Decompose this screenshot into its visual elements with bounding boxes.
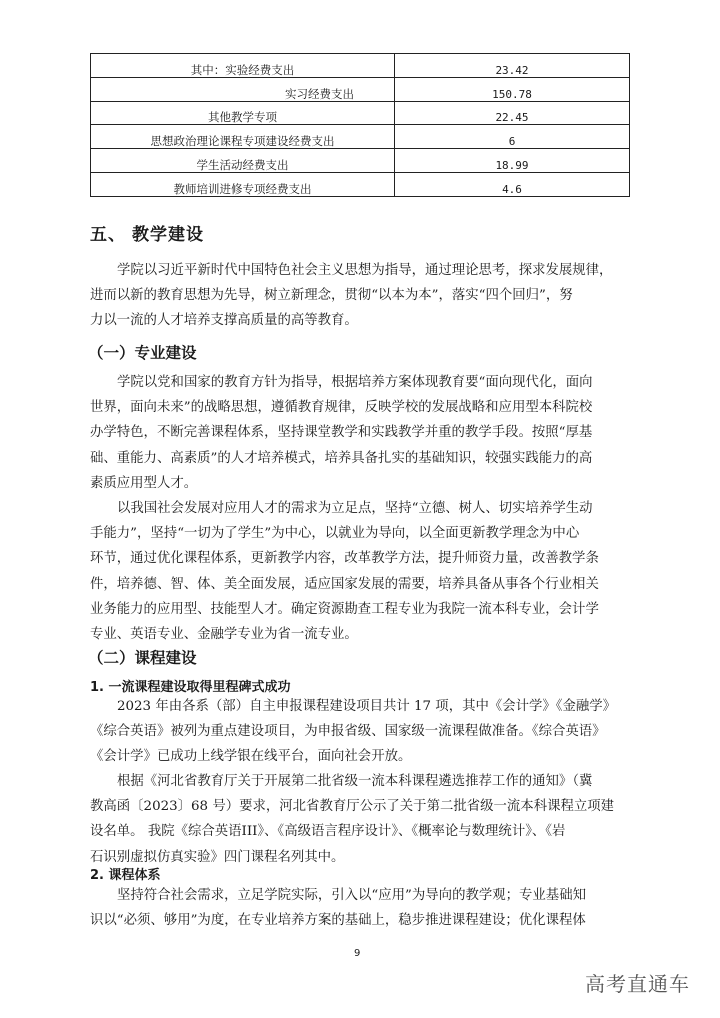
text-line: 2023 年由各系（部）自主申报课程建设项目共计 17 项，其中《会计学》《金融学》 — [117, 699, 617, 714]
text-line: 环节，通过优化课程体系，更新教学内容，改革教学方法，提升师资力量，改善教学条 — [90, 551, 599, 567]
text-line: 业务能力的应用型、技能型人才。确定资源勘查工程专业为我院一流本科专业，会计学 — [90, 601, 599, 617]
row-value: 23.42 — [395, 54, 630, 78]
table-row — [91, 172, 630, 196]
table-row — [91, 149, 630, 173]
text-line: 进而以新的教育思想为先导，树立新理念，贯彻“以本为本”，落实“四个回归”，努 — [90, 288, 573, 304]
text-line: 识以“必须、够用”为度，在专业培养方案的基础上，稳步推进课程建设；优化课程体 — [90, 913, 586, 929]
text-line: 手能力”，坚持“一切为了学生”为中心，以就业为导向，以全面更新教学理念为中心 — [90, 526, 580, 542]
subsection-heading: （二）课程建设 — [88, 649, 197, 667]
text-line: 教高函〔2023〕68 号）要求，河北省教育厅公示了关于第二批省级一流本科课程立项建 — [90, 799, 615, 815]
row-value: 18.99 — [395, 149, 630, 173]
row-label: 其中：实验经费支出 — [91, 54, 395, 78]
section-intro-paragraph — [90, 258, 637, 334]
table-row — [91, 101, 630, 125]
section-number: 五、 — [90, 225, 126, 245]
page-number: 9 — [354, 948, 361, 959]
row-value: 22.45 — [395, 101, 630, 125]
paragraph — [90, 496, 637, 647]
text-line: 根据《河北省教育厅关于开展第二批省级一流本科课程遴选推荐工作的通知》（冀 — [117, 774, 593, 789]
item-heading: 2. 课程体系 — [90, 868, 161, 883]
text-line: 设名单。 我院《综合英语III》、《高级语言程序设计》、《概率论与数理统计》、《岩 — [90, 824, 566, 840]
row-value: 4.6 — [395, 172, 630, 196]
row-label: 实习经费支出 — [91, 77, 395, 101]
text-line: 世界，面向未来”的战略思想，遵循教育规律，反映学校的发展战略和应用型本科院校 — [90, 400, 593, 416]
text-line: 石识别虚拟仿真实验》四门课程名列其中。 — [90, 849, 345, 865]
text-line: 素质应用型人才。 — [90, 475, 198, 491]
row-label: 其他教学专项 — [91, 101, 395, 125]
row-label: 学生活动经费支出 — [91, 149, 395, 173]
paragraph — [90, 883, 637, 933]
subsection-heading: （一）专业建设 — [88, 344, 197, 362]
text-line: 学院以党和国家的教育方针为指导，根据培养方案体现教育要“面向现代化，面向 — [117, 375, 593, 390]
text-line: 《综合英语》被列为重点建设项目，为申报省级、国家级一流课程做准备。《综合英语》 — [90, 724, 606, 740]
text-line: 坚持符合社会需求，立足学院实际，引入以“应用”为导向的教学观；专业基础知 — [117, 888, 586, 903]
table-row — [91, 77, 630, 101]
text-line: 专业、英语专业、金融学专业为省一流专业。 — [90, 627, 358, 643]
row-value: 150.78 — [395, 77, 630, 101]
text-line: 学院以习近平新时代中国特色社会主义思想为指导，通过理论思考，探求发展规律， — [117, 263, 613, 278]
watermark: 高考直通车 — [585, 972, 690, 996]
text-line: 办学特色，不断完善课程体系，坚持课堂教学和实践教学并重的教学手段。按照“厚基 — [90, 425, 593, 441]
item-heading: 1. 一流课程建设取得里程碑式成功 — [90, 680, 291, 695]
table-row — [91, 54, 630, 78]
text-line: 件，培养德、智、体、美全面发展，适应国家发展的需要，培养具备从事各个行业相关 — [90, 576, 599, 592]
funding-table — [90, 53, 630, 197]
paragraph — [90, 769, 637, 870]
text-line: 以我国社会发展对应用人才的需求为立足点，坚持“立德、树人、切实培养学生动 — [117, 501, 593, 516]
text-line: 力以一流的人才培养支撑高质量的高等教育。 — [90, 313, 358, 329]
section-heading — [90, 220, 204, 245]
paragraph — [90, 370, 637, 496]
row-value: 6 — [395, 125, 630, 149]
table-row — [91, 125, 630, 149]
text-line: 础、重能力、高素质”的人才培养模式，培养具备扎实的基础知识，较强实践能力的高 — [90, 450, 593, 466]
row-label: 教师培训进修专项经费支出 — [91, 172, 395, 196]
text-line: 《会计学》已成功上线学银在线平台，面向社会开放。 — [90, 749, 412, 765]
row-label: 思想政治理论课程专项建设经费支出 — [91, 125, 395, 149]
paragraph — [90, 694, 637, 770]
section-title: 教学建设 — [132, 225, 204, 245]
